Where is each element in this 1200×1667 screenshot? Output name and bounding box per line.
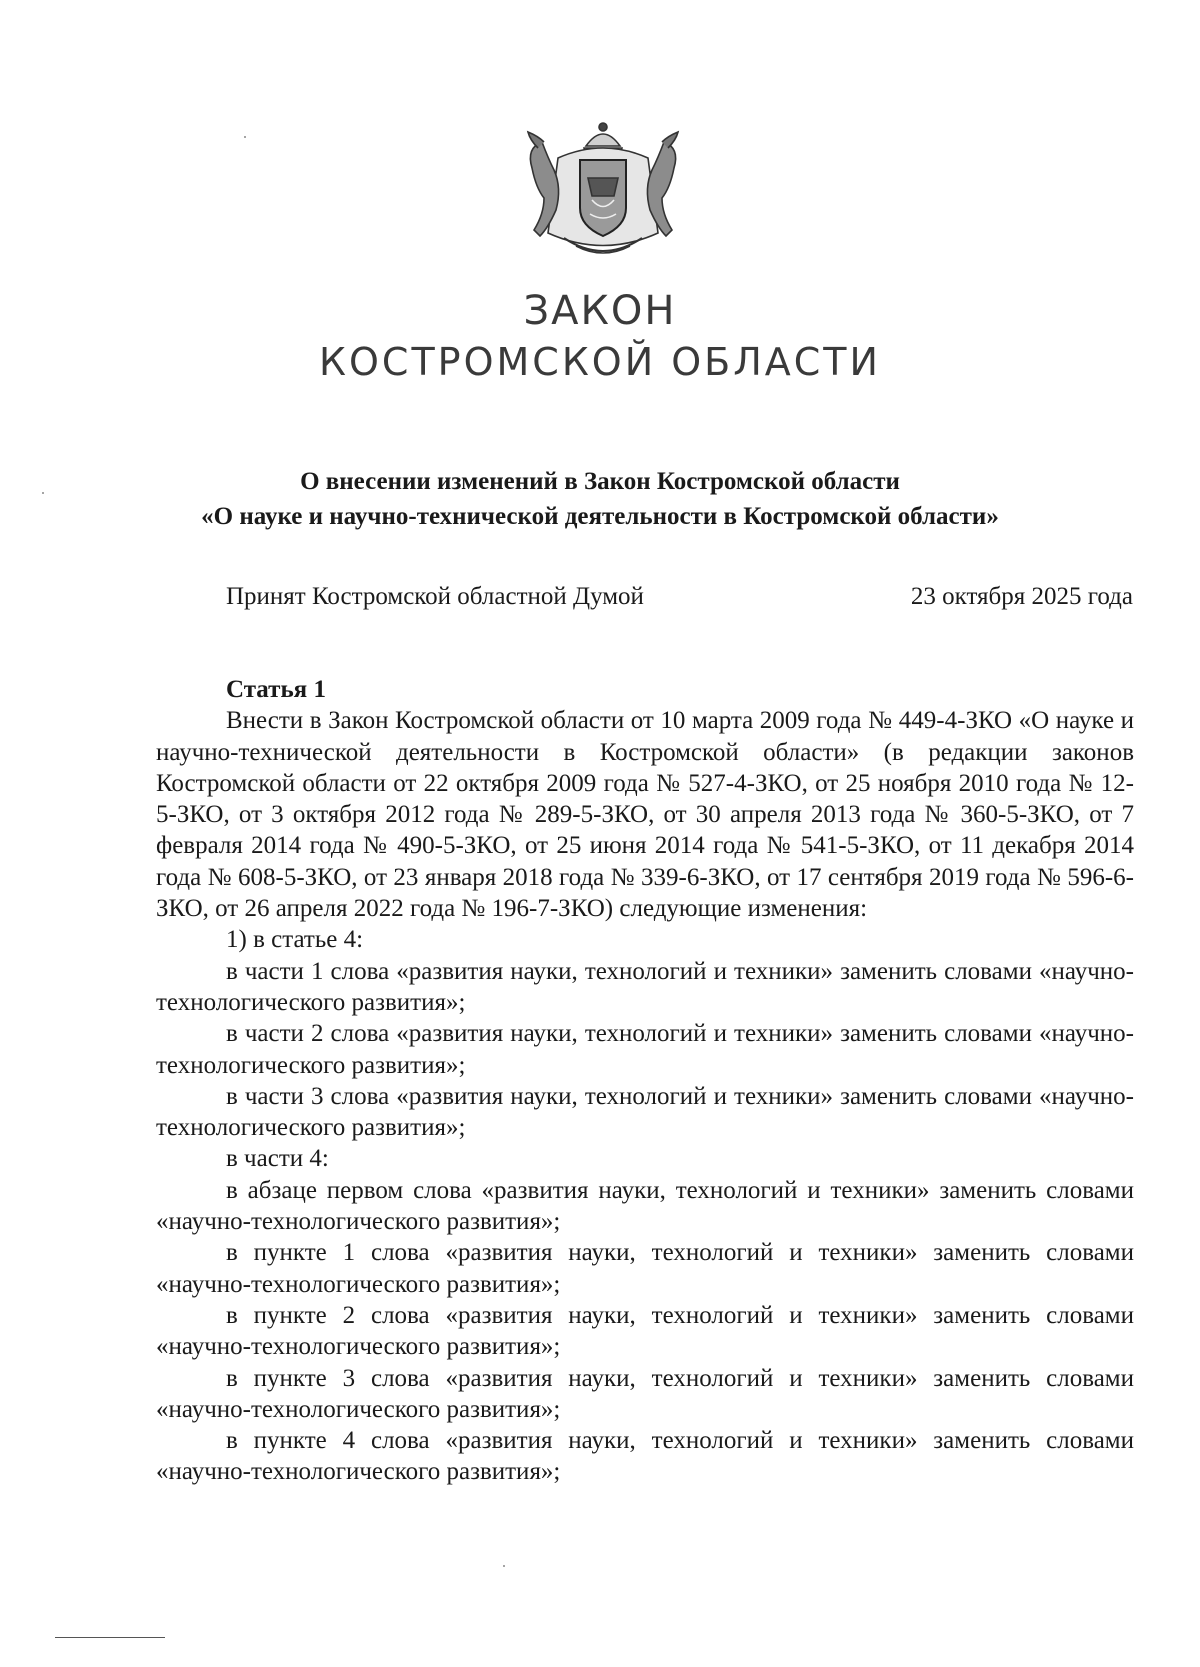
adopting-body: Принят Костромской областной Думой xyxy=(226,583,644,610)
document-title-line-1: О внесении изменений в Закон Костромской области xyxy=(300,468,900,495)
paragraph-intro: Внести в Закон Костромской области от 10 марта 2009 года № 449-4-ЗКО «О науке и научно-технической деятельности в Костромской области» (в редакции законов Костромской области от 22 октября 2009 года № 527-4-ЗКО, от 25 ноября 2010 года № 12-5-ЗКО, от 3 октября 2012 года № 289-5-ЗКО, от 30 апреля 2013 года № 360-5-ЗКО, от 7 февраля 2014 года № 490-5-ЗКО, от 25 июня 2014 года № 541-5-ЗКО, от 11 декабря 2014 года № 608-5-ЗКО, от 23 января 2018 года № 339-6-ЗКО, от 17 сентября 2019 года № 596-6-ЗКО, от 26 апреля 2022 года № 196-7-ЗКО) следующие изменения: xyxy=(156,707,1134,923)
paragraph-punkt-3: в пункте 3 слова «развития науки, технологий и техники» заменить словами «научно-технологического развития»; xyxy=(156,1364,1134,1423)
paragraph-punkt-2: в пункте 2 слова «развития науки, технологий и техники» заменить словами «научно-технологического развития»; xyxy=(156,1301,1134,1361)
adoption-line xyxy=(226,583,1133,611)
paragraph-part-1: в части 1 слова «развития науки, технологий и техники» заменить словами «научно-технологического развития»; xyxy=(156,957,1134,1016)
coat-of-arms-emblem xyxy=(518,118,688,268)
paragraph-part-4: в части 4: xyxy=(226,1145,329,1173)
scan-speck xyxy=(503,1565,505,1567)
law-heading: ЗАКОН xyxy=(523,288,677,334)
document-title-line-2: «О науке и научно-технической деятельности в Костромской области» xyxy=(201,503,999,530)
paragraph-part-2: в части 2 слова «развития науки, технологий и техники» заменить словами «научно-технологического развития»; xyxy=(156,1020,1134,1079)
paragraph-part-3: в части 3 слова «развития науки, технологий и техники» заменить словами «научно-технологического развития»; xyxy=(156,1082,1134,1142)
article-heading: Статья 1 xyxy=(226,676,326,703)
paragraph-punkt-1: в пункте 1 слова «развития науки, технологий и техники» заменить словами «научно-технологического развития»; xyxy=(156,1239,1134,1298)
article-body xyxy=(156,674,1134,1488)
adoption-date: 23 октября 2025 года xyxy=(910,583,1133,610)
document-title xyxy=(0,464,1200,534)
paragraph-abzac-1: в абзаце первом слова «развития науки, технологий и техники» заменить словами «научно-технологического развития»; xyxy=(156,1176,1134,1236)
scan-speck xyxy=(244,136,246,138)
paragraph-item-1: 1) в статье 4: xyxy=(226,926,364,954)
footer-rule xyxy=(55,1637,165,1638)
region-heading: КОСТРОМСКОЙ ОБЛАСТИ xyxy=(319,340,881,384)
paragraph-punkt-4: в пункте 4 слова «развития науки, технологий и техники» заменить словами «научно-технологического развития»; xyxy=(156,1427,1134,1486)
scan-speck xyxy=(42,492,44,494)
